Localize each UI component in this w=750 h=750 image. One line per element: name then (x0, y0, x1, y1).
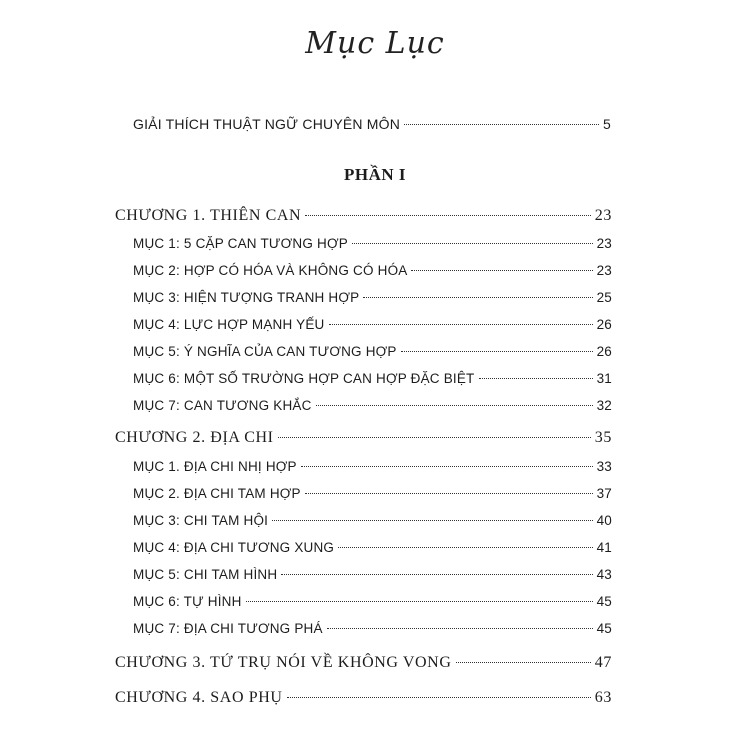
toc-section-2-6[interactable] (133, 594, 612, 609)
dot-leader (352, 243, 593, 244)
toc-page-number: 43 (596, 567, 612, 582)
toc-section-1-4[interactable] (133, 317, 612, 332)
toc-page-number: 23 (596, 236, 612, 251)
toc-section-label: MỤC 5: CHI TAM HÌNH (133, 567, 278, 582)
toc-section-label: MỤC 2. ĐỊA CHI TAM HỢP (133, 486, 301, 501)
toc-page-number: 32 (596, 398, 612, 413)
dot-leader (305, 215, 591, 216)
toc-section-label: MỤC 3: HIỆN TƯỢNG TRANH HỢP (133, 290, 360, 305)
toc-page-number: 26 (596, 317, 612, 332)
toc-section-1-5[interactable] (133, 344, 612, 359)
toc-page-number: 26 (596, 344, 612, 359)
dot-leader (287, 697, 591, 698)
dot-leader (246, 601, 593, 602)
toc-chapter-label: CHƯƠNG 3. TỨ TRỤ NÓI VỀ KHÔNG VONG (115, 654, 452, 671)
toc-section-2-1[interactable] (133, 459, 612, 474)
toc-page-number: 23 (594, 207, 612, 224)
toc-chapter-label: CHƯƠNG 2. ĐỊA CHI (115, 429, 274, 446)
toc-section-label: MỤC 2: HỢP CÓ HÓA VÀ KHÔNG CÓ HÓA (133, 263, 408, 278)
toc-chapter-label: CHƯƠNG 4. SAO PHỤ (115, 689, 283, 706)
toc-page-number: 33 (596, 459, 612, 474)
dot-leader (301, 466, 593, 467)
toc-section-label: MỤC 3: CHI TAM HỘI (133, 513, 269, 528)
toc-page-number: 25 (596, 290, 612, 305)
toc-page-number: 37 (596, 486, 612, 501)
dot-leader (305, 493, 593, 494)
toc-section-1-7[interactable] (133, 398, 612, 413)
toc-chapter-label: CHƯƠNG 1. THIÊN CAN (115, 207, 302, 224)
toc-page-number: 45 (596, 594, 612, 609)
toc-intro-entry[interactable] (133, 116, 611, 132)
toc-page-number: 45 (596, 621, 612, 636)
toc-section-1-6[interactable] (133, 371, 612, 386)
toc-page-number: 5 (603, 116, 611, 132)
toc-page-number: 47 (594, 654, 612, 671)
toc-section-label: MỤC 6: TỰ HÌNH (133, 594, 242, 609)
toc-section-1-3[interactable] (133, 290, 612, 305)
dot-leader (329, 324, 593, 325)
dot-leader (272, 520, 592, 521)
toc-section-1-2[interactable] (133, 263, 612, 278)
toc-section-label: MỤC 5: Ý NGHĨA CỦA CAN TƯƠNG HỢP (133, 344, 397, 359)
toc-section-label: MỤC 6: MỘT SỐ TRƯỜNG HỢP CAN HỢP ĐẶC BIỆT (133, 371, 475, 386)
toc-chapter-4[interactable] (115, 689, 612, 707)
dot-leader (456, 662, 591, 663)
toc-section-2-3[interactable] (133, 513, 612, 528)
dot-leader (404, 124, 599, 125)
toc-chapter-2[interactable] (115, 429, 612, 447)
toc-page-number: 63 (594, 689, 612, 706)
toc-chapter-1[interactable] (115, 207, 612, 225)
dot-leader (401, 351, 593, 352)
dot-leader (278, 437, 591, 438)
part-heading: PHẦN I (343, 165, 407, 184)
toc-page-number: 35 (594, 429, 612, 446)
toc-page-number: 23 (596, 263, 612, 278)
toc-section-2-5[interactable] (133, 567, 612, 582)
toc-section-2-2[interactable] (133, 486, 612, 501)
toc-page-number: 41 (596, 540, 612, 555)
toc-section-label: MỤC 4: LỰC HỢP MẠNH YẾU (133, 317, 325, 332)
toc-section-label: MỤC 1. ĐỊA CHI NHỊ HỢP (133, 459, 297, 474)
toc-page-number: 40 (596, 513, 612, 528)
toc-section-label: MỤC 7: CAN TƯƠNG KHẮC (133, 398, 312, 413)
dot-leader (338, 547, 592, 548)
dot-leader (316, 405, 593, 406)
toc-section-label: MỤC 1: 5 CẶP CAN TƯƠNG HỢP (133, 236, 348, 251)
dot-leader (281, 574, 592, 575)
dot-leader (363, 297, 592, 298)
toc-chapter-3[interactable] (115, 654, 612, 672)
page-title: Mục Lục (305, 26, 445, 61)
toc-section-1-1[interactable] (133, 236, 612, 251)
toc-page-number: 31 (596, 371, 612, 386)
toc-entry-label: GIẢI THÍCH THUẬT NGỮ CHUYÊN MÔN (133, 116, 401, 132)
dot-leader (411, 270, 592, 271)
dot-leader (327, 628, 593, 629)
dot-leader (479, 378, 593, 379)
toc-section-label: MỤC 7: ĐỊA CHI TƯƠNG PHÁ (133, 621, 323, 636)
toc-section-label: MỤC 4: ĐỊA CHI TƯƠNG XUNG (133, 540, 335, 555)
toc-section-2-7[interactable] (133, 621, 612, 636)
toc-section-2-4[interactable] (133, 540, 612, 555)
